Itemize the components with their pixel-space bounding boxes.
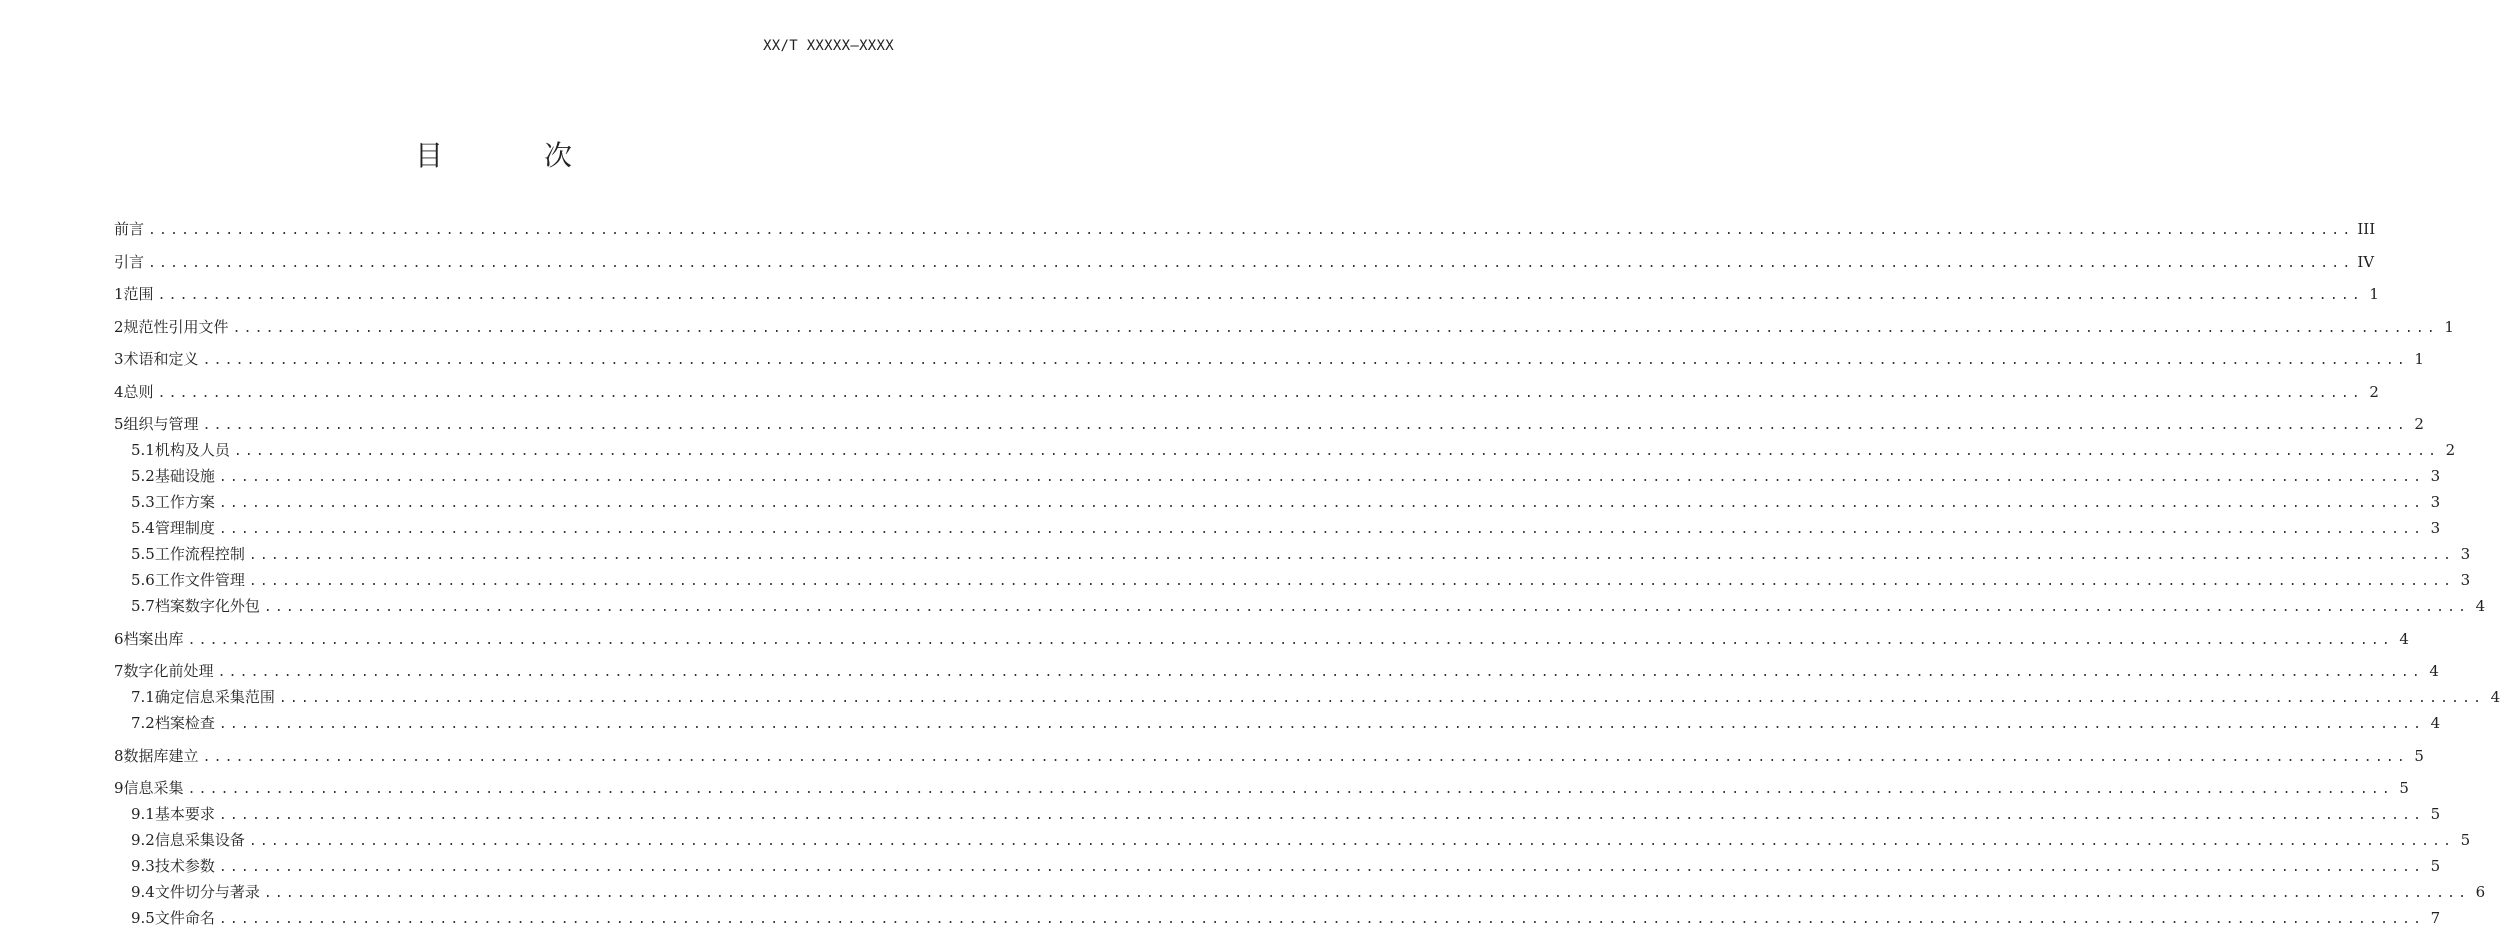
toc-entry-page: 3 [2430,519,2441,537]
dot-leader: ........................................................................................................................................................................................................ [218,808,2425,823]
toc-entry[interactable] [114,710,2441,736]
dot-leader: ........................................................................................................................................................................................................ [148,255,2354,271]
toc-entry-title: 术语和定义 [123,350,199,368]
toc-entry-number: 5.1 [131,441,155,459]
toc-entry[interactable] [114,463,2441,489]
toc-entry-page: 3 [2430,493,2441,511]
toc-entry-title: 基本要求 [154,805,215,823]
toc-entry-title: 范围 [123,285,154,303]
toc-entry-number: 5.3 [131,493,155,511]
toc-entry-title: 文件切分与著录 [154,883,260,901]
toc-entry-page: 5 [2460,831,2471,849]
toc-entry-number: 1 [114,285,124,303]
toc-entry-page: 1 [2414,350,2424,368]
toc-entry-title: 数字化前处理 [123,662,214,680]
toc-entry-title: 组织与管理 [123,415,199,433]
toc-entry-title: 基础设施 [154,467,215,485]
dot-leader: ........................................................................................................................................................................................................ [218,470,2425,485]
toc-entry[interactable] [114,515,2441,541]
toc-entry-page: 6 [2475,883,2486,901]
toc-entry-page: 5 [2430,805,2441,823]
toc-entry[interactable] [114,411,2424,437]
toc-entry-title: 档案检查 [154,714,215,732]
dot-leader: ........................................................................................................................................................................................................ [248,548,2455,563]
toc-entry[interactable] [114,541,2471,567]
toc-entry-number: 8 [114,746,124,765]
toc-entry-title: 数据库建立 [123,746,199,765]
toc-entry-number: 9 [114,779,124,797]
toc-entry[interactable] [114,743,2424,769]
toc-entry-page: III [2357,220,2376,238]
toc-entry-number: 5.7 [131,597,155,615]
toc-title: 目 次 [415,139,618,172]
dot-leader: ........................................................................................................................................................................................................ [218,912,2425,927]
toc-entry-page: 1 [2444,317,2454,336]
dot-leader: ........................................................................................................................................................................................................ [187,782,2393,797]
dot-leader: ........................................................................................................................................................................................................ [248,574,2455,589]
dot-leader: ........................................................................................................................................................................................................ [217,665,2423,680]
toc-entry-title: 档案出库 [123,629,184,648]
toc-entry-page: 4 [2490,688,2500,706]
toc-entry[interactable] [114,853,2441,879]
toc-entry[interactable] [114,827,2471,853]
toc-entry[interactable] [114,658,2439,684]
toc-entry[interactable] [114,775,2409,801]
toc-entry-number: 5.4 [131,519,155,537]
toc-entry[interactable] [114,626,2409,652]
toc-entry[interactable] [114,437,2456,463]
toc-entry-page: 4 [2429,662,2439,680]
toc-entry-page: 2 [2369,382,2379,401]
toc-entry[interactable] [114,593,2486,619]
toc-entry-title: 总则 [123,382,154,401]
dot-leader: ........................................................................................................................................................................................................ [218,496,2425,511]
toc-entry[interactable] [114,489,2441,515]
dot-leader: ........................................................................................................................................................................................................ [233,444,2440,459]
toc-entry-title: 工作文件管理 [154,571,245,589]
toc-entry[interactable] [114,216,2376,242]
toc-entry[interactable] [114,379,2379,405]
toc-entry-title: 工作流程控制 [154,545,245,563]
toc-entry[interactable] [114,905,2441,931]
toc-entry-page: 4 [2399,629,2409,648]
dot-leader: ........................................................................................................................................................................................................ [187,632,2393,648]
toc-entry-page: 2 [2445,441,2456,459]
document-code: XX/T XXXXX—XXXX [763,38,894,54]
toc-entry-title: 文件命名 [154,909,215,927]
toc-entry-page: 3 [2460,545,2471,563]
dot-leader: ........................................................................................................................................................................................................ [232,320,2438,336]
toc-entry-title: 技术参数 [154,857,215,875]
toc-entry-page: 4 [2430,714,2441,732]
toc-entry-page: 5 [2430,857,2441,875]
toc-entry-number: 5.5 [131,545,155,563]
toc-entry-page: 5 [2399,779,2409,797]
toc-entry-title: 工作方案 [154,493,215,511]
dot-leader: ........................................................................................................................................................................................................ [202,418,2408,433]
toc-entry[interactable] [114,249,2375,275]
toc-entry-page: 5 [2414,746,2424,765]
toc-entry-title: 前言 [114,220,145,238]
toc-entry-title: 管理制度 [154,519,215,537]
toc-entry-page: 3 [2430,467,2441,485]
toc-entry-number: 7.1 [131,688,155,706]
toc-entry-title: 信息采集设备 [154,831,245,849]
toc-entry-number: 9.3 [131,857,155,875]
toc-entry-number: 5.2 [131,467,155,485]
toc-entry-number: 7.2 [131,714,155,732]
dot-leader: ........................................................................................................................................................................................................ [263,600,2470,615]
toc-entry-number: 5 [114,415,124,433]
toc-entry-page: 1 [2369,285,2379,303]
toc-entry-title: 引言 [114,252,145,271]
dot-leader: ........................................................................................................................................................................................................ [157,288,2363,303]
dot-leader: ........................................................................................................................................................................................................ [248,834,2455,849]
toc-entry-number: 6 [114,629,124,648]
toc-entry-number: 2 [114,317,124,336]
dot-leader: ........................................................................................................................................................................................................ [148,223,2354,238]
toc-entry-number: 9.5 [131,909,155,927]
dot-leader: ........................................................................................................................................................................................................ [202,749,2408,765]
toc-entry[interactable] [114,879,2486,905]
toc-entry-title: 规范性引用文件 [123,317,229,336]
toc-entry[interactable] [114,684,2500,710]
dot-leader: ........................................................................................................................................................................................................ [218,717,2425,732]
toc-entry[interactable] [114,281,2379,307]
toc-entry-page: 4 [2475,597,2486,615]
dot-leader: ........................................................................................................................................................................................................ [263,886,2470,901]
toc-entry-number: 4 [114,382,124,401]
toc-entry-number: 9.2 [131,831,155,849]
toc-entry-number: 3 [114,350,124,368]
toc-entry[interactable] [114,346,2424,372]
dot-leader: ........................................................................................................................................................................................................ [157,385,2363,401]
toc-entry-page: IV [2357,252,2375,271]
table-of-contents [114,216,2500,931]
toc-entry-page: 2 [2414,415,2424,433]
toc-entry-number: 9.4 [131,883,155,901]
dot-leader: ........................................................................................................................................................................................................ [218,860,2425,875]
toc-entry-title: 档案数字化外包 [154,597,260,615]
toc-entry[interactable] [114,567,2471,593]
toc-entry[interactable] [114,801,2441,827]
toc-entry-number: 9.1 [131,805,155,823]
toc-entry-number: 7 [114,662,124,680]
toc-entry-page: 3 [2460,571,2471,589]
toc-entry[interactable] [114,314,2454,340]
toc-entry-title: 信息采集 [123,779,184,797]
toc-entry-number: 5.6 [131,571,155,589]
dot-leader: ........................................................................................................................................................................................................ [278,691,2485,706]
toc-entry-page: 7 [2430,909,2441,927]
dot-leader: ........................................................................................................................................................................................................ [218,522,2425,537]
toc-entry-title: 确定信息采集范围 [154,688,275,706]
dot-leader: ........................................................................................................................................................................................................ [202,353,2408,368]
toc-entry-title: 机构及人员 [154,441,230,459]
